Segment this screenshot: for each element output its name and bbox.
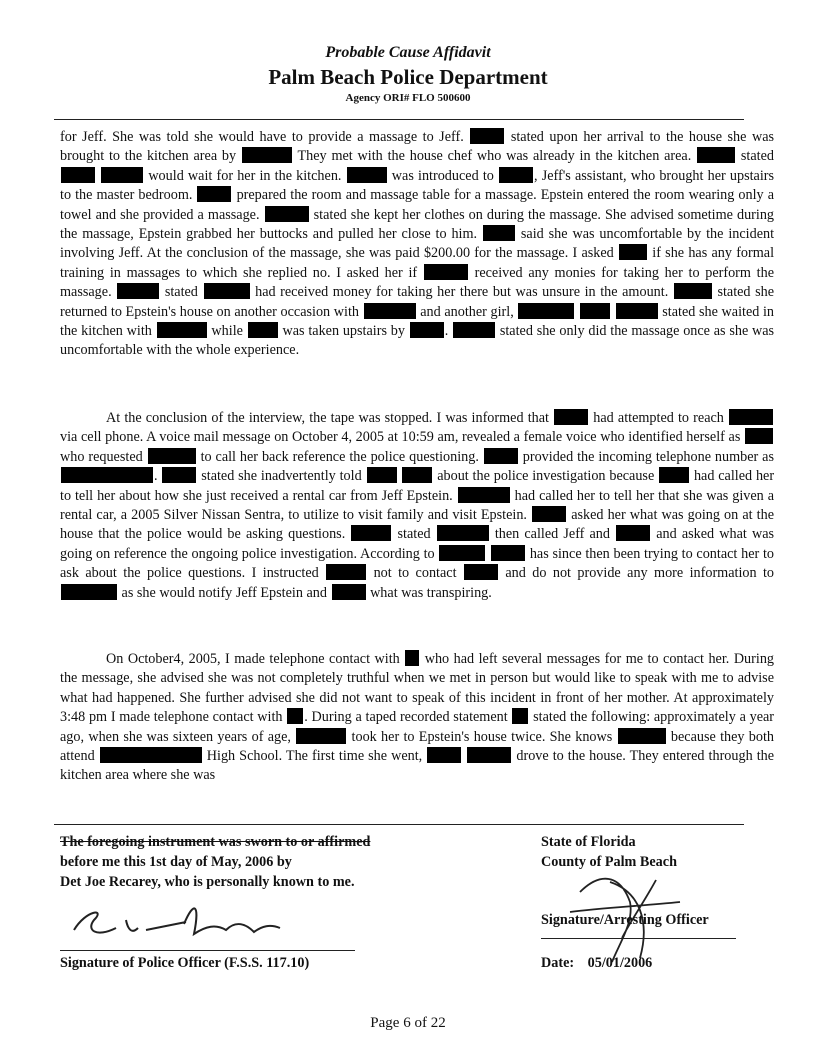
redaction-block	[101, 167, 143, 183]
redaction-block	[61, 584, 117, 600]
notary-line-3: Det Joe Recarey, who is personally known to me.	[60, 874, 355, 890]
redaction-block	[405, 650, 419, 666]
date-label: Date:	[541, 955, 575, 971]
date-field	[541, 955, 652, 972]
redaction-block	[410, 322, 444, 338]
redaction-block	[242, 147, 292, 163]
redaction-block	[453, 322, 495, 338]
redaction-block	[287, 708, 303, 724]
redaction-block	[61, 467, 153, 483]
state-label: State of Florida	[541, 834, 636, 850]
redaction-block	[532, 506, 566, 522]
redaction-block	[618, 728, 666, 744]
footer-divider	[54, 824, 744, 825]
county-label: County of Palm Beach	[541, 854, 677, 870]
paragraph-3: On October4, 2005, I made telephone contact with who had left several messages for me to contact her. During the message, she advised she was not completely truthful when we met in person but would like to speak with me to advise what had happened. She further advised she did not want to speak of this incident in front of her mother. At approximately 3:48 pm I made telephone contact with . During a taped recorded statement stated the following: approximately a year ago, when she was sixteen years of age, took her to Epstein's house twice. She knows because they both attend High School. The first time she went, drove to the house. They entered through the kitchen area where she was	[60, 651, 775, 784]
redaction-block	[100, 747, 202, 763]
redaction-block	[619, 244, 647, 260]
redaction-block	[204, 283, 250, 299]
redaction-block	[347, 167, 387, 183]
redaction-block	[332, 584, 366, 600]
redaction-block	[674, 283, 712, 299]
redaction-block	[364, 303, 416, 319]
redaction-block	[162, 467, 196, 483]
redaction-block	[197, 186, 231, 202]
redaction-block	[745, 428, 773, 444]
redaction-block	[265, 206, 309, 222]
officer-signature-image	[66, 890, 296, 950]
page-number: Page 6 of 22	[370, 1015, 446, 1031]
redaction-block	[616, 303, 658, 319]
redaction-block	[491, 545, 525, 561]
redaction-block	[697, 147, 735, 163]
paragraph-2: At the conclusion of the interview, the tape was stopped. I was informed that had attempted to reach via cell phone. A voice mail message on October 4, 2005 at 10:59 am, revealed a female voice who identified herself as who requested to call her back reference the police questioning. provided the incoming telephone number as . stated she inadvertently told about the police investigation because had called her to tell her about how she just received a rental car from Jeff Epstein. had called her to tell her that she was given a rental car, a 2005 Silver Nissan Sentra, to utilize to visit family and visit Epstein. asked her what was going on at the house that the police would be asking questions. stated then called Jeff and and asked what was going on reference the ongoing police investigation. According to has since then been trying to contact her to ask about the police questions. I instructed not to contact and do not provide any more information to as she would notify Jeff Epstein and what was transpiring.	[60, 410, 775, 601]
officer-signature-label: Signature of Police Officer (F.S.S. 117.10)	[60, 955, 310, 971]
redaction-block	[248, 322, 278, 338]
arresting-signature-line	[541, 938, 736, 939]
redaction-block	[117, 283, 159, 299]
redaction-block	[729, 409, 773, 425]
document-heading: Probable Cause Affidavit	[325, 44, 491, 61]
redaction-block	[580, 303, 610, 319]
redaction-block	[464, 564, 498, 580]
arresting-signature-label: Signature/Arresting Officer	[541, 912, 709, 928]
agency-ori: Agency ORI# FLO 500600	[345, 92, 471, 104]
redaction-block	[512, 708, 528, 724]
date-value: 05/01/2006	[587, 955, 653, 971]
redaction-block	[427, 747, 461, 763]
paragraph-1: for Jeff. She was told she would have to provide a massage to Jeff. stated upon her arrival to the house she was brought to the kitchen area by They met with the house chef who was already in the kitchen area. stated would wait for her in the kitchen. was introduced to , Jeff's assistant, who brought her upstairs to the master bedroom. prepared the room and massage table for a massage. Epstein entered the room wearing only a towel and she provided a massage. stated she kept her clothes on during the massage. She advised sometime during the massage, Epstein grabbed her buttocks and pulled her close to him. said she was uncomfortable by the incident involving Jeff. At the conclusion of the massage, she was paid $200.00 for the massage. I asked if she has any formal training in massages to which she replied no. I asked her if received any monies for taking her to perform the massage. stated had received money for taking her there but was unsure in the amount. stated she returned to Epstein's house on another occasion with and another girl, stated she waited in the kitchen with while was taken upstairs by . stated she only did the massage once as she was uncomfortable with the whole experience.	[60, 129, 775, 359]
redaction-block	[470, 128, 504, 144]
notary-block	[60, 832, 370, 892]
department-name: Palm Beach Police Department	[268, 65, 548, 89]
redaction-block	[484, 448, 518, 464]
redaction-block	[326, 564, 366, 580]
redaction-block	[554, 409, 588, 425]
redaction-block	[616, 525, 650, 541]
notary-line-2: before me this 1st day of May, 2006 by	[60, 854, 292, 870]
redaction-block	[659, 467, 689, 483]
redaction-block	[437, 525, 489, 541]
redaction-block	[499, 167, 533, 183]
officer-signature-line	[60, 950, 355, 951]
redaction-block	[458, 487, 510, 503]
notary-line-1: The foregoing instrument was sworn to or affirmed	[60, 834, 371, 850]
redaction-block	[483, 225, 515, 241]
redaction-block	[439, 545, 485, 561]
redaction-block	[467, 747, 511, 763]
redaction-block	[148, 448, 196, 464]
redaction-block	[518, 303, 574, 319]
redaction-block	[61, 167, 95, 183]
redaction-block	[402, 467, 432, 483]
redaction-block	[296, 728, 346, 744]
redaction-block	[157, 322, 207, 338]
header-divider	[54, 119, 744, 120]
redaction-block	[351, 525, 391, 541]
redaction-block	[367, 467, 397, 483]
redaction-block	[424, 264, 468, 280]
